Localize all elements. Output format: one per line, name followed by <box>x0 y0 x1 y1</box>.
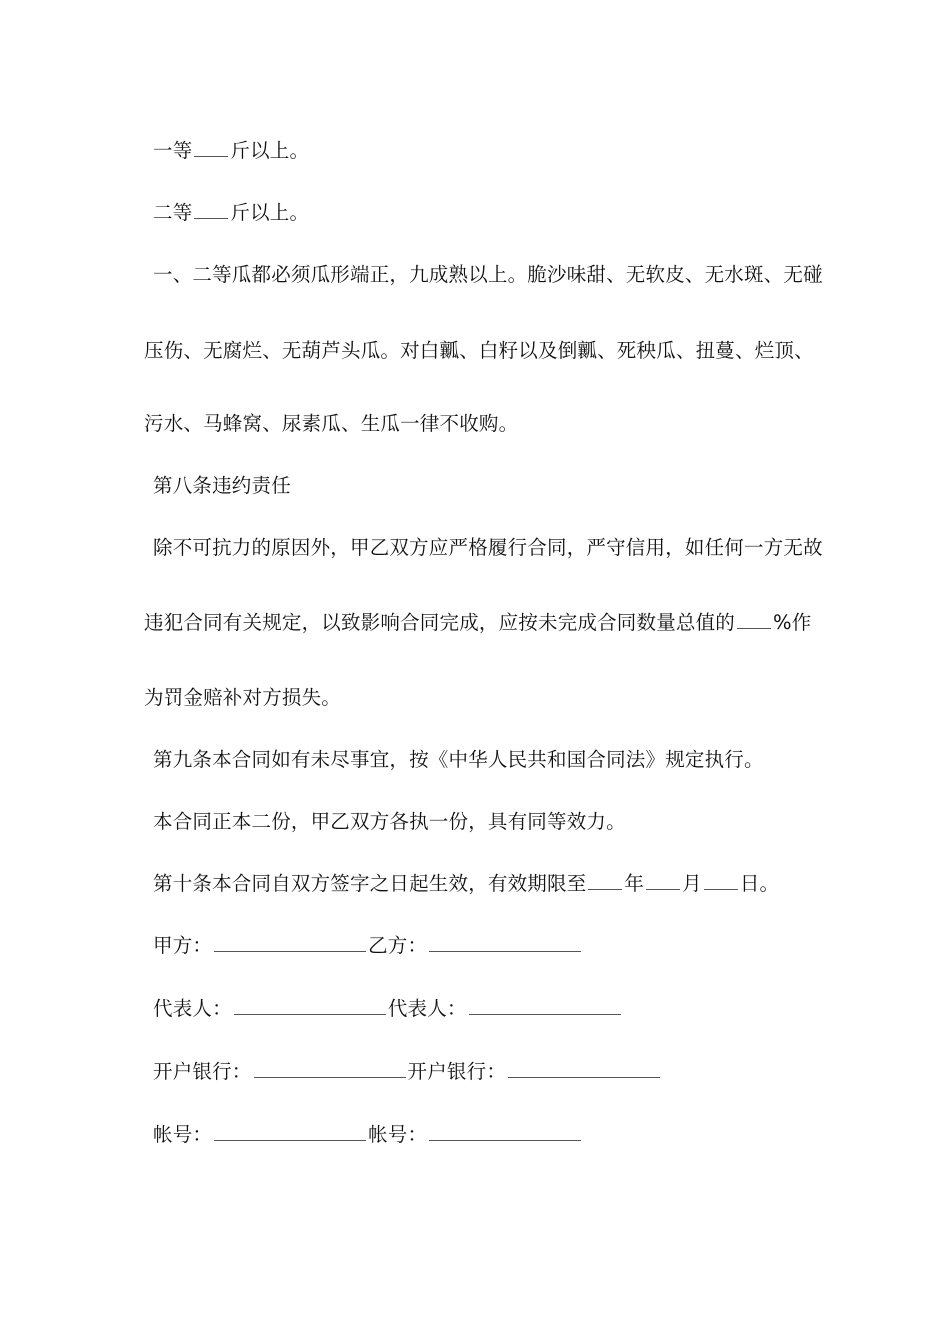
grade-two-weight-blank <box>194 200 228 219</box>
account-a-blank <box>214 1122 366 1141</box>
day-label: 日。 <box>739 872 780 895</box>
grade-two-label: 二等 <box>153 201 193 224</box>
quality-line-1: 一、二等瓜都必须瓜形端正，九成熟以上。脆沙味甜、无软皮、无水斑、无碰 <box>153 263 823 286</box>
grade-one-weight-blank <box>194 138 228 157</box>
expiry-year-blank <box>588 871 622 890</box>
account-b-label: 帐号： <box>368 1123 428 1146</box>
quality-line-2: 压伤、无腐烂、无葫芦头瓜。对白瓤、白籽以及倒瓤、死秧瓜、扭蔓、烂顶、 <box>144 339 814 362</box>
article-eight-line-2-suffix: %作 <box>773 611 812 634</box>
quality-line-3: 污水、马蜂窝、尿素瓜、生瓜一律不收购。 <box>144 412 519 435</box>
grade-two-suffix: 斤以上。 <box>230 201 310 224</box>
article-ten-text: 第十条本合同自双方签字之日起生效，有效期限至 <box>153 872 587 895</box>
rep-b-blank <box>469 996 621 1015</box>
party-line <box>153 932 583 960</box>
grade-one-suffix: 斤以上。 <box>230 139 310 162</box>
account-b-blank <box>429 1122 581 1141</box>
article-eight-title: 第八条违约责任 <box>153 474 291 497</box>
grade-one-line <box>153 137 309 165</box>
grade-two-line <box>153 199 309 227</box>
bank-a-label: 开户银行： <box>153 1060 252 1083</box>
bank-b-blank <box>508 1059 660 1078</box>
year-label: 年 <box>624 872 645 895</box>
representative-line <box>153 995 623 1023</box>
article-nine: 第九条本合同如有未尽事宜，按《中华人民共和国合同法》规定执行。 <box>153 748 764 771</box>
expiry-day-blank <box>704 871 738 890</box>
bank-line <box>153 1058 662 1086</box>
article-eight-line-2-text: 违犯合同有关规定，以致影响合同完成，应按未完成合同数量总值的 <box>144 611 736 634</box>
article-eight-line-1: 除不可抗力的原因外，甲乙双方应严格履行合同，严守信用，如任何一方无故 <box>153 536 823 559</box>
rep-a-blank <box>234 996 386 1015</box>
bank-b-label: 开户银行： <box>407 1060 507 1083</box>
account-line <box>153 1121 583 1149</box>
grade-one-label: 一等 <box>153 139 193 162</box>
article-eight-line-2 <box>144 609 811 637</box>
bank-a-blank <box>254 1059 406 1078</box>
article-ten <box>153 870 779 898</box>
rep-a-label: 代表人： <box>153 997 232 1020</box>
account-a-label: 帐号： <box>153 1123 213 1146</box>
party-a-label: 甲方： <box>153 934 213 957</box>
rep-b-label: 代表人： <box>387 997 467 1020</box>
month-label: 月 <box>682 872 702 895</box>
party-a-blank <box>214 933 366 952</box>
article-eight-line-3: 为罚金赔补对方损失。 <box>144 686 342 709</box>
penalty-percent-blank <box>737 610 771 629</box>
copies-clause: 本合同正本二份，甲乙双方各执一份，具有同等效力。 <box>153 810 626 833</box>
expiry-month-blank <box>646 871 680 890</box>
party-b-label: 乙方： <box>368 934 428 957</box>
party-b-blank <box>429 933 581 952</box>
